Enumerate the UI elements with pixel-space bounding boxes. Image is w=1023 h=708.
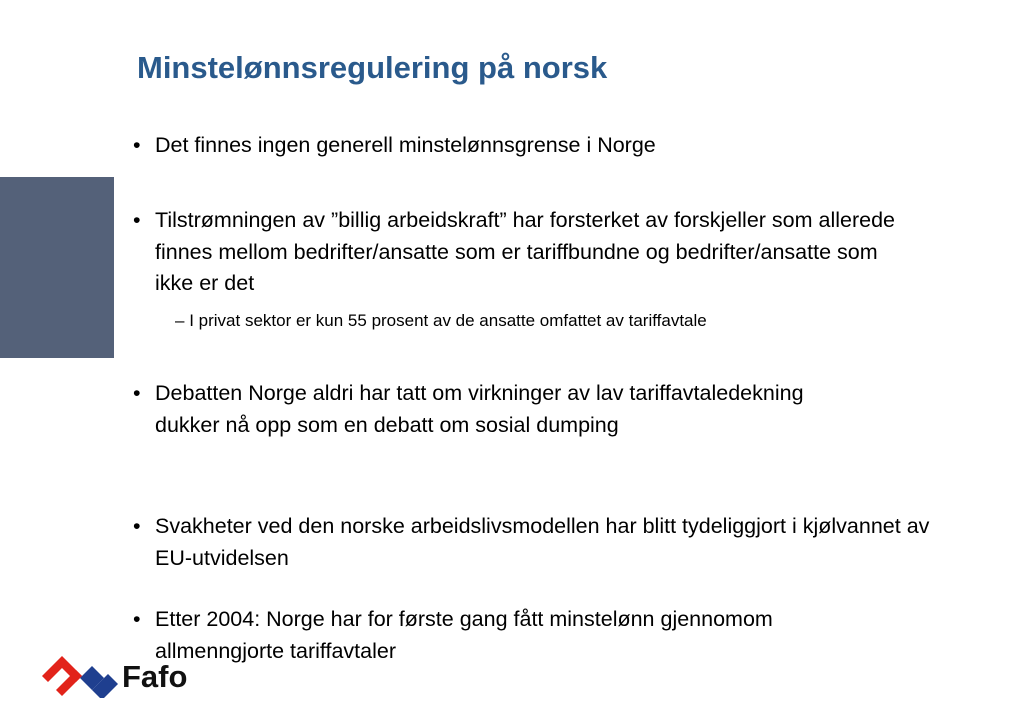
bullet-text: Tilstrømningen av ”billig arbeidskraft” har forsterket av forskjeller som allerede finnes mellom bedrifter/ansatte som er tariffbundne og bedrifter/ansatte som ikke er det xyxy=(155,208,896,295)
bullet-marker: • xyxy=(133,133,141,157)
bullet-item-1 xyxy=(133,130,953,162)
bullet-text: Svakheter ved den norske arbeidslivsmodellen har blitt tydeliggjort i kjølvannet av EU-utvidelsen xyxy=(155,514,930,570)
bullet-marker: • xyxy=(133,607,141,631)
bullet-item-4 xyxy=(133,511,953,574)
sub-bullet-marker: – xyxy=(175,311,185,330)
logo-wordmark: Fafo xyxy=(122,659,188,694)
bullet-text: Debatten Norge aldri har tatt om virkninger av lav tariffavtaledekning dukker nå opp som en debatt om sosial dumping xyxy=(155,381,804,437)
bullet-text: Det finnes ingen generell minstelønnsgrense i Norge xyxy=(155,133,656,157)
sub-bullet-text: I privat sektor er kun 55 prosent av de ansatte omfattet av tariffavtale xyxy=(189,311,707,330)
fafo-logo-icon xyxy=(42,656,120,698)
bullet-marker: • xyxy=(133,514,141,538)
bullet-item-3 xyxy=(133,378,953,441)
fafo-logo xyxy=(42,656,212,698)
bullet-text: Etter 2004: Norge har for første gang fått minstelønn gjennomom allmenngjorte tariffavtaler xyxy=(155,607,773,663)
bullet-item-5 xyxy=(133,604,953,667)
decorative-side-bar xyxy=(0,177,114,358)
slide-title: Minstelønnsregulering på norsk xyxy=(137,50,608,85)
sub-bullet-item xyxy=(175,310,995,332)
bullet-marker: • xyxy=(133,208,141,232)
bullet-marker: • xyxy=(133,381,141,405)
bullet-item-2 xyxy=(133,205,953,300)
